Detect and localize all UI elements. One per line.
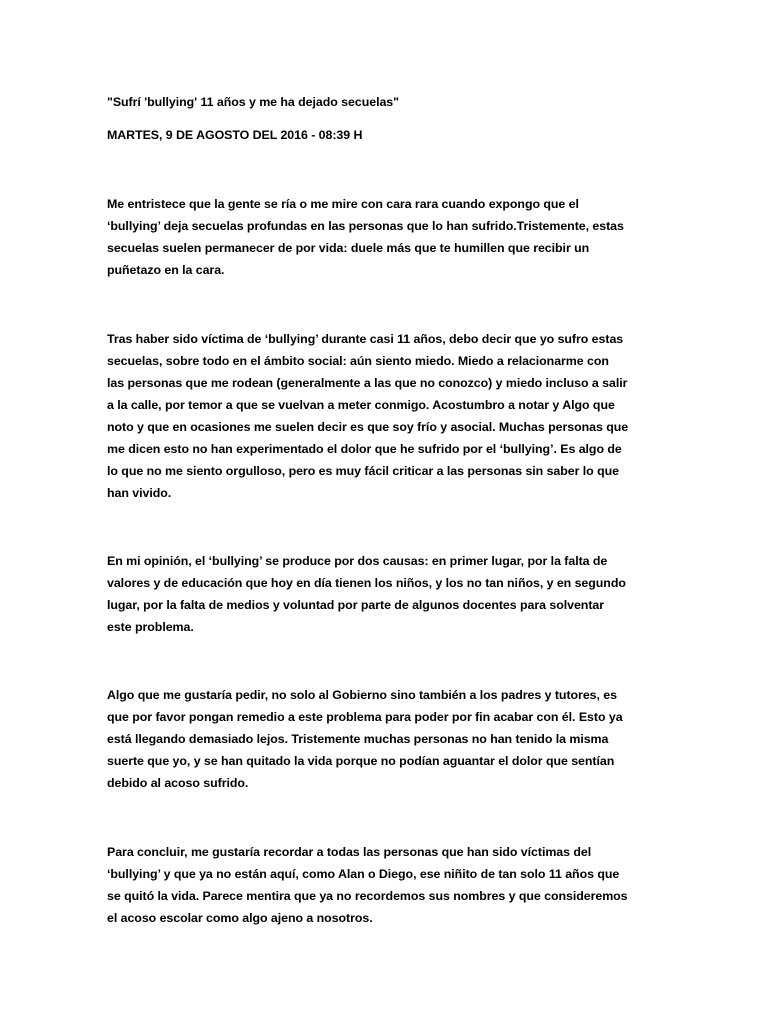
paragraph-line: este problema.	[107, 620, 194, 634]
paragraph-line: ‘bullying’ deja secuelas profundas en las personas que lo han sufrido.Tristemente, estas	[107, 219, 624, 233]
paragraph-line: se quitó la vida. Parece mentira que ya no recordemos sus nombres y que consideremos	[107, 889, 628, 903]
paragraph-line: a la calle, por temor a que se vuelvan a meter conmigo. Acostumbro a notar y Algo que	[107, 398, 615, 412]
paragraph-line: me dicen esto no han experimentado el dolor que he sufrido por el ‘bullying’. Es algo de	[107, 442, 622, 456]
paragraph-line: puñetazo en la cara.	[107, 263, 225, 277]
paragraph-line: lugar, por la falta de medios y voluntad por parte de algunos docentes para solventar	[107, 598, 605, 612]
paragraph-line: las personas que me rodean (generalmente a las que no conozco) y miedo incluso a salir	[107, 376, 628, 390]
paragraph-line: En mi opinión, el ‘bullying’ se produce por dos causas: en primer lugar, por la falta de	[107, 554, 608, 568]
paragraph-line: Para concluir, me gustaría recordar a todas las personas que han sido víctimas del	[107, 845, 592, 859]
paragraph-line: el acoso escolar como algo ajeno a nosotros.	[107, 911, 373, 925]
paragraph-line: suerte que yo, y se han quitado la vida porque no podían aguantar el dolor que sentían	[107, 754, 615, 768]
paragraph-line: lo que no me siento orgulloso, pero es muy fácil criticar a las personas sin saber lo que	[107, 464, 619, 478]
paragraph-line: que por favor pongan remedio a este problema para poder por fin acabar con él. Esto ya	[107, 710, 623, 724]
paragraph-line: Tras haber sido víctima de ‘bullying’ durante casi 11 años, debo decir que yo sufro estas	[107, 332, 624, 346]
paragraph-line: debido al acoso sufrido.	[107, 776, 249, 790]
paragraph-line: secuelas, sobre todo en el ámbito social: aún siento miedo. Miedo a relacionarme con	[107, 354, 609, 368]
document-dateline: MARTES, 9 DE AGOSTO DEL 2016 - 08:39 H	[107, 128, 363, 142]
paragraph-line: Me entristece que la gente se ría o me mire con cara rara cuando expongo que el	[107, 197, 579, 211]
document-title: "Sufrí 'bullying' 11 años y me ha dejado secuelas"	[107, 95, 399, 109]
paragraph-line: noto y que en ocasiones me suelen decir es que soy frío y asocial. Muchas personas que	[107, 420, 629, 434]
paragraph-line: secuelas suelen permanecer de por vida: duele más que te humillen que recibir un	[107, 241, 590, 255]
paragraph-line: han vivido.	[107, 486, 172, 500]
paragraph-line: ‘bullying’ y que ya no están aquí, como Alan o Diego, ese niñito de tan solo 11 años que	[107, 867, 620, 881]
paragraph-line: está llegando demasiado lejos. Tristemente muchas personas no han tenido la misma	[107, 732, 609, 746]
paragraph-line: valores y de educación que hoy en día tienen los niños, y los no tan niños, y en segundo	[107, 576, 626, 590]
paragraph-line: Algo que me gustaría pedir, no solo al Gobierno sino también a los padres y tutores, es	[107, 688, 617, 702]
